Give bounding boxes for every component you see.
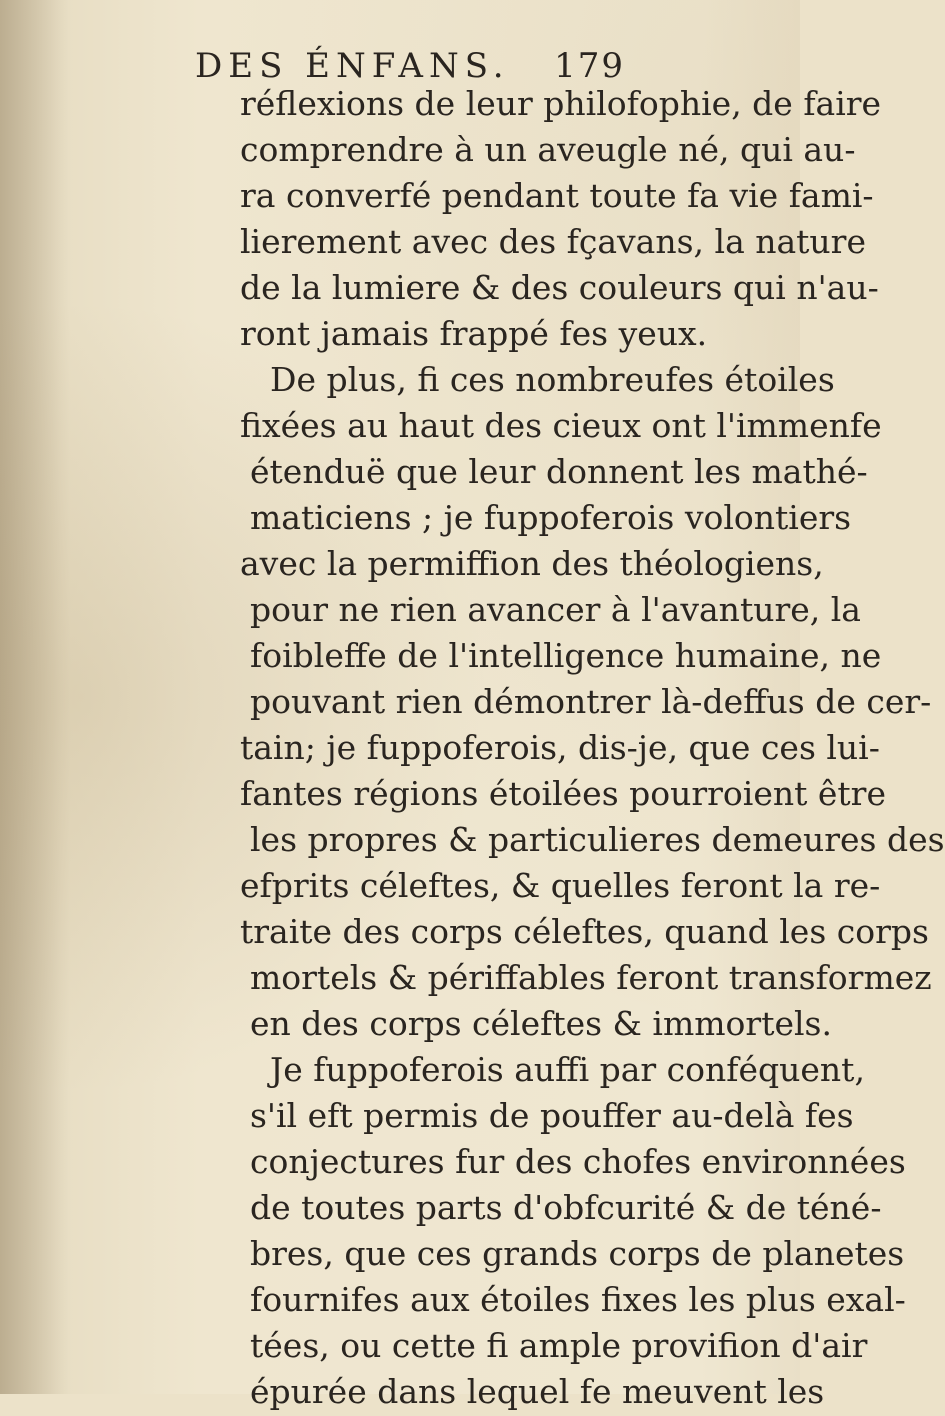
text-line: tées, ou cette fi ample provifion d'air (250, 1326, 868, 1365)
text-line: avec la permiffion des théologiens, (240, 544, 824, 583)
text-line: réflexions de leur philofophie, de faire (240, 84, 882, 123)
text-line: maticiens ; je fuppoferois volontiers (250, 498, 852, 537)
text-line: bres, que ces grands corps de planetes (250, 1234, 905, 1273)
text-line: Je fuppoferois auffi par conféquent, (270, 1050, 865, 1089)
text-line: ra converfé pendant toute fa vie fami- (240, 176, 874, 215)
text-line: comprendre à un aveugle né, qui au- (240, 130, 856, 169)
text-line: fixées au haut des cieux ont l'immenfe (240, 406, 882, 445)
text-line: fantes régions étoilées pourroient être (240, 774, 886, 813)
text-line: de la lumiere & des couleurs qui n'au- (240, 268, 879, 307)
text-line: les propres & particulieres demeures des (250, 820, 945, 859)
text-line: De plus, fi ces nombreufes étoiles (270, 360, 835, 399)
text-line: foibleffe de l'intelligence humaine, ne (250, 636, 882, 675)
text-line: mortels & périffables feront transformez (250, 958, 932, 997)
text-line: pouvant rien démontrer là-deffus de cer- (250, 682, 932, 721)
text-line: fournifes aux étoiles fixes les plus exal- (250, 1280, 906, 1319)
text-line: ront jamais frappé fes yeux. (240, 314, 708, 353)
text-line: en des corps céleftes & immortels. (250, 1004, 832, 1043)
text-line: efprits céleftes, & quelles feront la re- (240, 866, 881, 905)
text-line: de toutes parts d'obfcurité & de téné- (250, 1188, 882, 1227)
text-line: s'il eft permis de pouffer au-delà fes (250, 1096, 854, 1135)
text-line: lierement avec des fçavans, la nature (240, 222, 866, 261)
text-line: conjectures fur des chofes environnées (250, 1142, 906, 1181)
page-number: 179 (554, 46, 625, 86)
text-line: épurée dans lequel fe meuvent les (250, 1372, 825, 1411)
text-line: étenduë que leur donnent les mathé- (250, 452, 868, 491)
running-title: DES ÉNFANS. (195, 46, 510, 86)
text-line: pour ne rien avancer à l'avanture, la (250, 590, 861, 629)
text-line: traite des corps céleftes, quand les corps (240, 912, 929, 951)
text-line: tain; je fuppoferois, dis-je, que ces lui- (240, 728, 880, 767)
